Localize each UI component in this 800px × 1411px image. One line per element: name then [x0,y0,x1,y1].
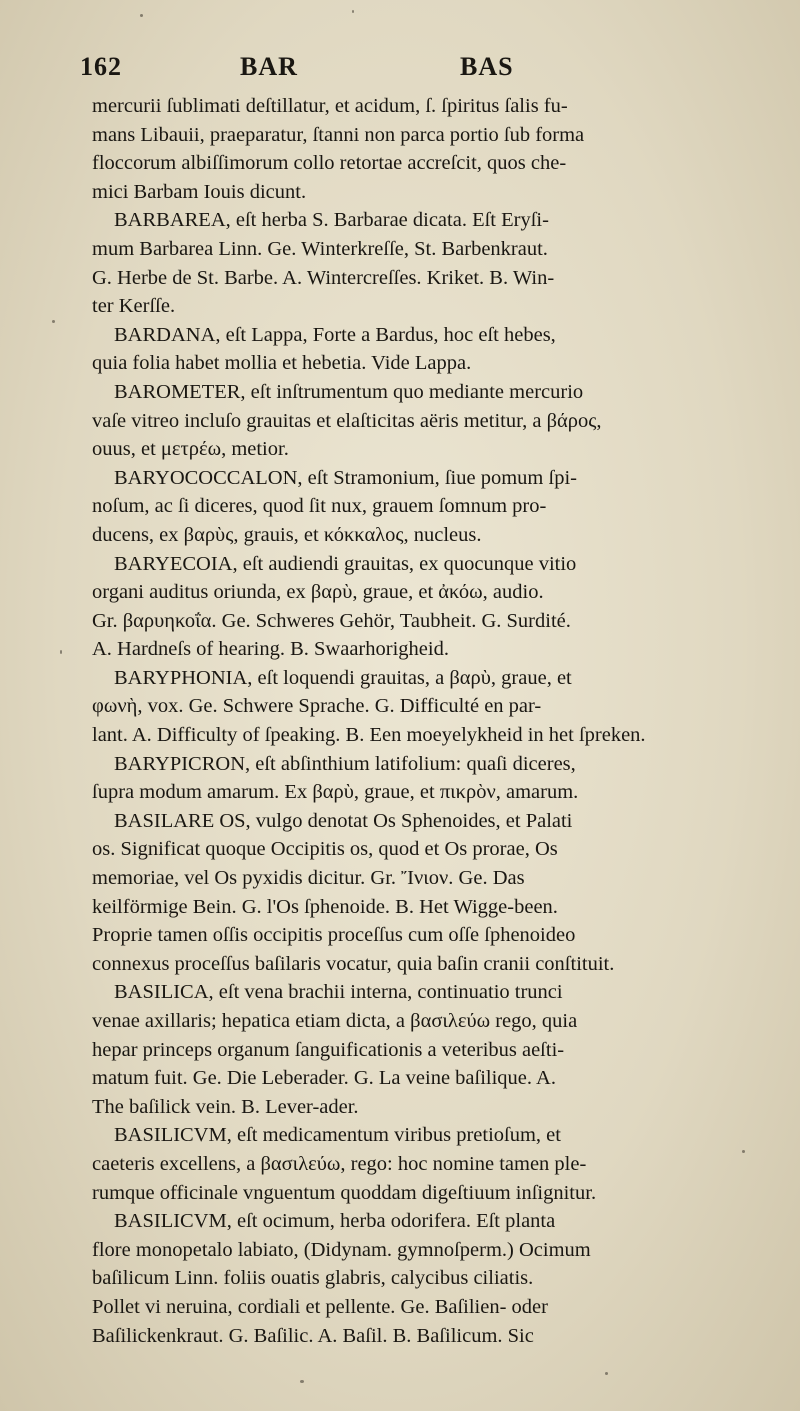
paper-speck [352,10,354,13]
text-line: ter Kerſſe. [92,295,176,318]
header-right-word: BAS [460,52,514,81]
text-line: venae axillaris; hepatica etiam dicta, a βασιλεύω rego, quia [92,1010,578,1032]
text-line: hepar princeps organum ſanguificationis a veteribus aeſti- [92,1038,565,1061]
entry-basilicvm-ocimum: BASILICVM, eſt ocimum, herba odorifera. Eſt planta [114,1210,556,1233]
text-line: mici Barbam Iouis dicunt. [92,180,307,203]
text-line: flore monopetalo labiato, (Didynam. gymnoſperm.) Ocimum [92,1238,591,1261]
text-line: os. Significat quoque Occipitis os, quod et Os prorae, Os [92,838,558,861]
paper-speck [300,1380,304,1383]
text-line: matum fuit. Ge. Die Leberader. G. La veine baſilique. A. [92,1067,556,1090]
entry-baryphonia: BARYPHONIA, eſt loquendi grauitas, a βαρὺ, graue, et [114,666,572,689]
page-number: 162 [80,52,122,81]
text-line: mans Libauii, praeparatur, ſtanni non parca portio ſub forma [92,123,585,146]
paper-speck [605,1372,608,1375]
entry-baryecoia: BARYECOIA, eſt audiendi grauitas, ex quocunque vitio [114,552,577,575]
paper-speck [60,650,62,654]
entry-basilica: BASILICA, eſt vena brachii interna, continuatio trunci [114,981,563,1004]
text-line: Baſilickenkraut. G. Baſilic. A. Baſil. B. Baſilicum. Sic [92,1324,534,1347]
text-line: Proprie tamen oſſis occipitis proceſſus cum oſſe ſphenoideo [92,924,576,947]
text-line: mercurii ſublimati deſtillatur, et acidum, ſ. ſpiritus ſalis fu- [92,95,568,117]
text-line: quia folia habet mollia et hebetia. Vide Lappa. [92,352,472,375]
text-line: baſilicum Linn. foliis ouatis glabris, calycibus ciliatis. [92,1267,534,1290]
text-line: connexus proceſſus baſilaris vocatur, quia baſin cranii conſtituit. [92,952,615,975]
text-line: mum Barbarea Linn. Ge. Winterkreſſe, St. Barbenkraut. [92,237,548,260]
entry-basilare-os: BASILARE OS, vulgo denotat Os Sphenoides, et Palati [114,809,573,832]
text-line: noſum, ac ſi diceres, quod ſit nux, grauem ſomnum pro- [92,495,547,518]
text-line: A. Hardneſs of hearing. B. Swaarhorigheid. [92,638,449,661]
text-line: ducens, ex βαρὺς, grauis, et κόκκαλος, nucleus. [92,523,482,546]
paper-speck [140,14,143,17]
entry-barypicron: BARYPICRON, eſt abſinthium latifolium: quaſi diceres, [114,752,576,775]
text-line: organi auditus oriunda, ex βαρὺ, graue, et ἀκόω, audio. [92,581,544,604]
text-line: G. Herbe de St. Barbe. A. Wintercreſſes. Kriket. B. Win- [92,266,555,289]
entry-barbarea: BARBAREA, eſt herba S. Barbarae dicata. Eſt Eryſi- [114,209,549,232]
paper-speck [52,320,55,323]
text-line: rumque officinale vnguentum quoddam digeſtiuum inſignitur. [92,1181,597,1204]
running-header [80,52,680,92]
text-line: ouus, et μετρέω, metior. [92,438,289,461]
text-line: vaſe vitreo incluſo grauitas et elaſticitas aëris metitur, a βάρος, [92,409,602,432]
entry-basilicvm-medicamentum: BASILICVM, eſt medicamentum viribus pretioſum, et [114,1124,561,1147]
header-left-word: BAR [240,52,298,81]
text-line: memoriae, vel Os pyxidis dicitur. Gr. Ἴνιον. Ge. Das [92,867,525,890]
entry-baryococcalon: BARYOCOCCALON, eſt Stramonium, ſiue pomum ſpi- [114,466,577,489]
text-line: floccorum albiſſimorum collo retortae accreſcit, quos che- [92,152,567,175]
text-line: The baſilick vein. B. Lever-ader. [92,1095,359,1118]
entry-barometer: BAROMETER, eſt inſtrumentum quo mediante mercurio [114,380,584,403]
entry-bardana: BARDANA, eſt Lappa, Forte a Bardus, hoc eſt hebes, [114,323,556,346]
text-line: Pollet vi neruina, cordiali et pellente. Ge. Baſilien- oder [92,1295,548,1318]
text-line: Gr. βαρυηκοΐα. Ge. Schweres Gehör, Taubheit. G. Surdité. [92,609,571,632]
text-line: caeteris excellens, a βασιλεύω, rego: hoc nomine tamen ple- [92,1152,587,1175]
text-line: lant. A. Difficulty of ſpeaking. B. Een moeyelykheid in het ſpreken. [92,724,646,747]
paper-speck [742,1150,745,1153]
text-line: keilförmige Bein. G. l'Os ſphenoide. B. Het Wigge-been. [92,895,558,918]
dictionary-text [92,92,728,1350]
text-line: φωνὴ, vox. Ge. Schwere Sprache. G. Difficulté en par- [92,695,542,718]
text-line: ſupra modum amarum. Ex βαρὺ, graue, et πικρὸν, amarum. [92,781,579,804]
